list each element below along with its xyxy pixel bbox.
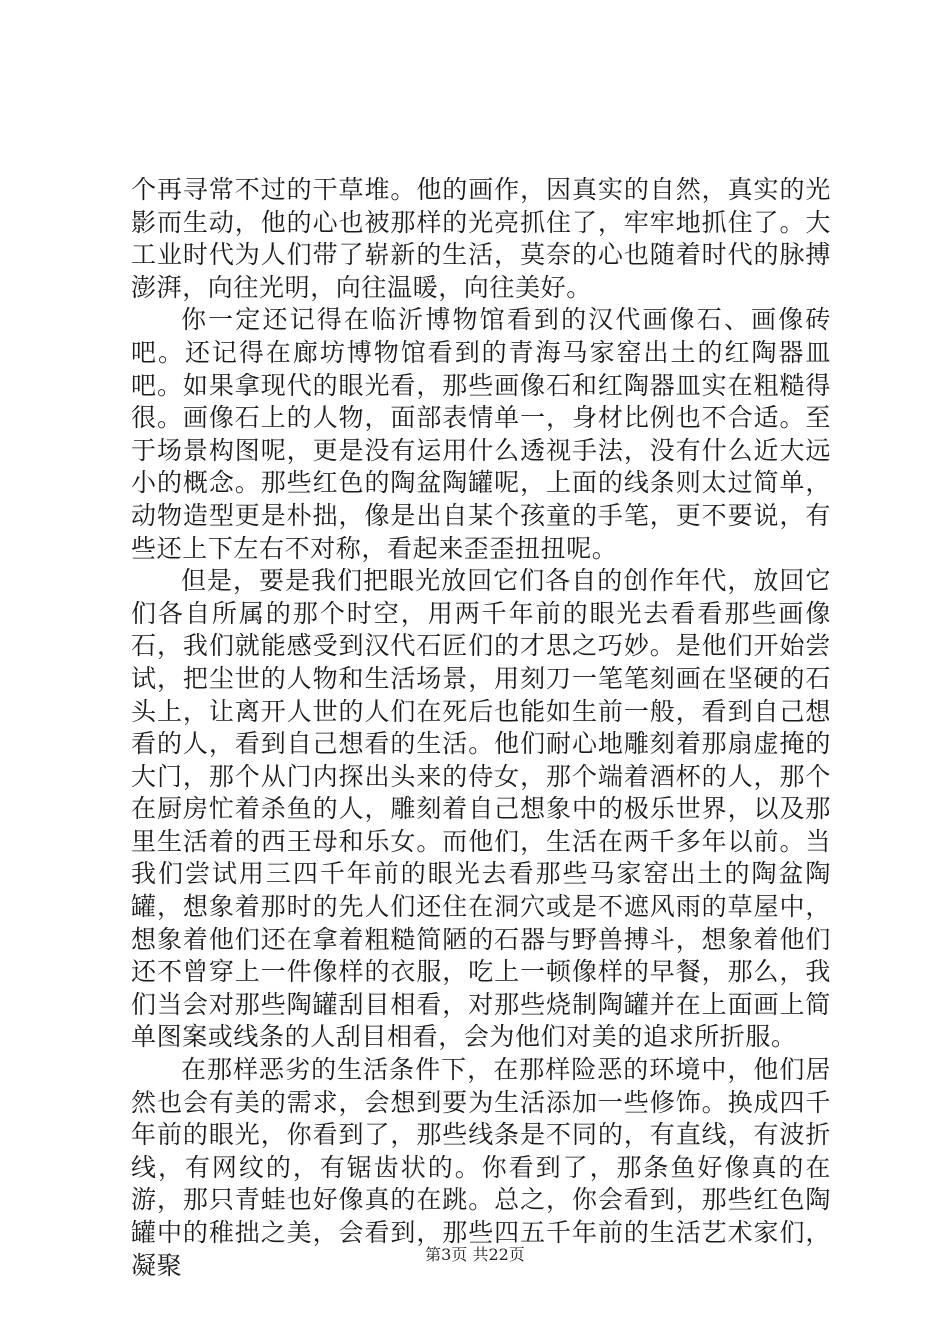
paragraph-1: 个再寻常不过的干草堆。他的画作，因真实的自然，真实的光影而生动，他的心也被那样的光亮抓住了，牢牢地抓住了。大工业时代为人们带了崭新的生活，莫奈的心也随着时代的脉搏澎湃，向往光明，向往温暖，向往美好。 <box>131 175 831 302</box>
document-body <box>131 174 831 1282</box>
page-footer: 第3页 共22页 <box>425 1245 525 1264</box>
paragraph-2: 你一定还记得在临沂博物馆看到的汉代画像石、画像砖吧。还记得在廊坊博物馆看到的青海马家窑出土的红陶器皿吧。如果拿现代的眼光看，那些画像石和红陶器皿实在粗糙得很。画像石上的人物，面部表情单一，身材比例也不合适。至于场景构图呢，更是没有运用什么透视手法，没有什么近大远小的概念。那些红色的陶盆陶罐呢，上面的线条则太过简单，动物造型更是朴拙，像是出自某个孩童的手笔，更不要说，有些还上下左右不对称，看起来歪歪扭扭呢。 <box>131 305 831 563</box>
paragraph-4: 在那样恶劣的生活条件下，在那样险恶的环境中，他们居然也会有美的需求，会想到要为生活添加一些修饰。换成四千年前的眼光，你看到了，那些线条是不同的，有直线，有波折线，有网纹的，有锯齿状的。你看到了，那条鱼好像真的在游，那只青蛙也好像真的在跳。总之，你会看到，那些红色陶罐中的稚拙之美，会看到，那些四五千年前的生活艺术家们，凝聚 <box>131 1055 831 1280</box>
paragraph-3: 但是，要是我们把眼光放回它们各自的创作年代，放回它们各自所属的那个时空，用两千年前的眼光去看看那些画像石，我们就能感受到汉代石匠们的才思之巧妙。是他们开始尝试，把尘世的人物和生活场景，用刻刀一笔笔刻画在坚硬的石头上，让离开人世的人们在死后也能如生前一般，看到自己想看的人，看到自己想看的生活。他们耐心地雕刻着那扇虚掩的大门，那个从门内探出头来的侍女，那个端着酒杯的人，那个在厨房忙着杀鱼的人，雕刻着自己想象中的极乐世界，以及那里生活着的西王母和乐女。而他们，生活在两千多年以前。当我们尝试用三四千年前的眼光去看那些马家窑出土的陶盆陶罐，想象着那时的先人们还住在洞穴或是不遮风雨的草屋中，想象着他们还在拿着粗糙简陋的石器与野兽搏斗，想象着他们还不曾穿上一件像样的衣服，吃上一顿像样的早餐，那么，我们当会对那些陶罐刮目相看，对那些烧制陶罐并在上面画上简单图案或线条的人刮目相看，会为他们对美的追求所折服。 <box>131 566 831 1052</box>
